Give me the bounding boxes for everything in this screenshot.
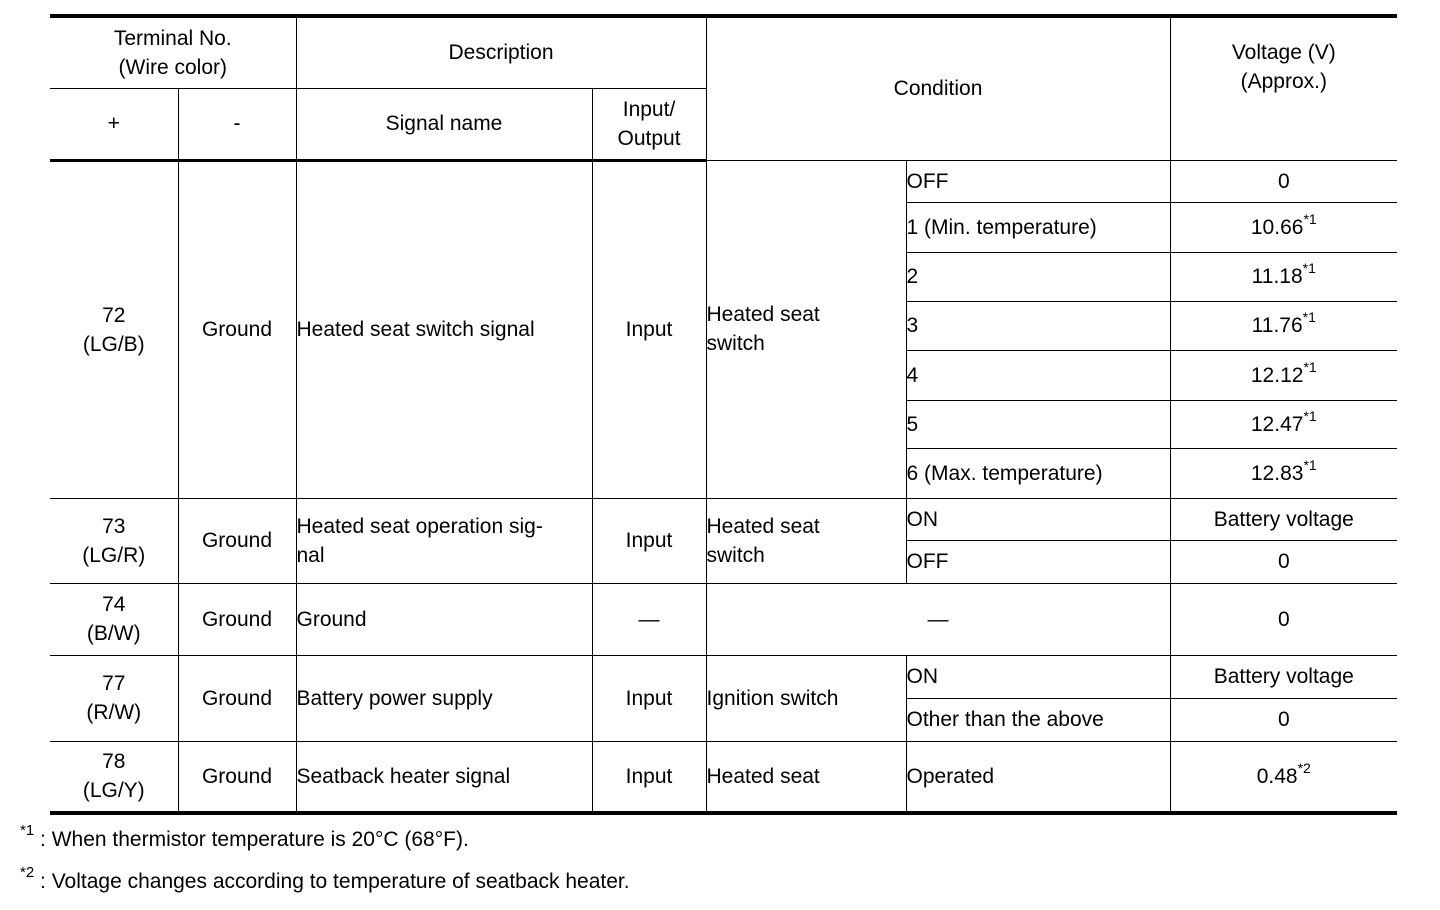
footnote-mark: *1 [1303,358,1317,375]
condition-state: ON [906,655,1170,698]
wire-color: (LG/Y) [82,779,145,803]
voltage-value-cell [1170,741,1397,813]
table-row [50,655,1397,698]
footnote-mark: *2 [1297,759,1311,776]
terminal-cell [50,583,178,655]
footnote-mark: *1 [1303,456,1317,473]
voltage-value: 12.47 [1250,412,1304,436]
voltage-value-cell [1170,301,1397,350]
voltage-value-cell [1170,350,1397,400]
terminal-number: 73 [102,514,126,538]
table-row [50,741,1397,813]
footnote-mark: *1 [1303,407,1317,424]
condition-state: 5 [906,400,1170,448]
minus-cell: Ground [178,583,296,655]
table-row [50,498,1397,540]
terminal-cell [50,160,178,498]
terminal-spec-table [50,14,1397,815]
signal-name-cell: Heated seat switch signal [296,160,592,498]
voltage-value: 12.83 [1250,461,1304,485]
voltage-value: 0.48 [1256,764,1298,788]
terminal-number: 77 [102,672,126,695]
footnote-2 [20,864,630,906]
condition-state: OFF [906,160,1170,202]
input-output-label-2: Output [617,126,681,150]
table-row [50,583,1397,655]
minus-header: - [178,88,296,160]
io-cell: Input [592,741,706,813]
signal-name-cell: Seatback heater signal [296,741,592,813]
voltage-value: 11.76 [1251,314,1303,337]
terminal-cell [50,741,178,813]
terminal-number: 72 [102,303,126,327]
terminal-no-header [50,16,296,88]
condition-state: ON [906,498,1170,540]
wire-color: (LG/R) [82,543,146,567]
io-cell: Input [592,498,706,583]
voltage-value: 10.66 [1250,215,1304,239]
wire-color: (B/W) [86,622,141,645]
condition-state: OFF [906,540,1170,583]
input-output-label-1: Input/ [622,97,676,121]
voltage-header [1170,16,1397,160]
voltage-value-cell [1170,448,1397,498]
signal-name-header: Signal name [296,88,592,160]
signal-name-cell: Ground [296,583,592,655]
voltage-value: 0 [1170,583,1397,655]
io-cell: Input [592,160,706,498]
condition-cell: — [706,583,1170,655]
condition-cell: Heated seat [706,741,906,813]
footnote-mark: *1 [1302,309,1316,325]
terminal-cell [50,498,178,583]
terminal-no-label: Terminal No. [113,26,232,50]
io-cell: Input [592,655,706,741]
input-output-header [592,88,706,160]
voltage-value: 0 [1170,540,1397,583]
terminal-cell [50,655,178,741]
plus-header: + [50,88,178,160]
wire-color-label: (Wire color) [118,55,227,79]
voltage-value-cell [1170,202,1397,252]
footnote-mark: *1 [1303,210,1317,227]
voltage-value-cell [1170,252,1397,301]
footnote-mark: *1 [1302,260,1316,276]
signal-name-cell: Battery power supply [296,655,592,741]
footnote-mark: *1 [20,822,35,839]
condition-cell [706,160,906,498]
condition-cell: Ignition switch [706,655,906,741]
condition-state: 6 (Max. temperature) [906,448,1170,498]
voltage-value: 12.12 [1250,363,1304,387]
condition-line-2: switch [706,543,765,567]
footnote-text: : When thermistor temperature is 20°C (68°F). [34,828,469,851]
condition-line-1: Heated seat [706,303,820,326]
footnotes [20,822,630,906]
description-header: Description [296,16,706,88]
voltage-value: 0 [1170,698,1397,741]
table-row [50,160,1397,202]
wire-color: (LG/B) [82,332,145,356]
signal-name-cell [296,498,592,583]
signal-line-2: nal [296,543,325,567]
condition-state: 1 (Min. temperature) [906,202,1170,252]
voltage-value: 11.18 [1251,265,1303,288]
voltage-value: 0 [1170,160,1397,202]
footnote-1 [20,822,630,864]
condition-state: Operated [906,741,1170,813]
voltage-value: Battery voltage [1170,655,1397,698]
terminal-number: 78 [102,750,126,774]
minus-cell: Ground [178,160,296,498]
signal-line-1: Heated seat operation sig- [296,514,543,538]
condition-state: 3 [906,301,1170,350]
header-row-1 [50,16,1397,88]
voltage-value-cell [1170,400,1397,448]
minus-cell: Ground [178,655,296,741]
condition-state: Other than the above [906,698,1170,741]
condition-header: Condition [706,16,1170,160]
minus-cell: Ground [178,498,296,583]
footnote-mark: *2 [20,864,35,881]
condition-state: 4 [906,350,1170,400]
voltage-value: Battery voltage [1170,498,1397,540]
condition-state: 2 [906,252,1170,301]
io-cell: — [592,583,706,655]
terminal-number: 74 [102,593,126,616]
condition-line-2: switch [706,332,765,355]
approx-label: (Approx.) [1240,69,1327,93]
condition-line-1: Heated seat [706,514,820,538]
minus-cell: Ground [178,741,296,813]
condition-cell [706,498,906,583]
footnote-text: : Voltage changes according to temperature of seatback heater. [34,870,630,893]
voltage-label: Voltage (V) [1231,40,1336,64]
wire-color: (R/W) [86,701,142,724]
